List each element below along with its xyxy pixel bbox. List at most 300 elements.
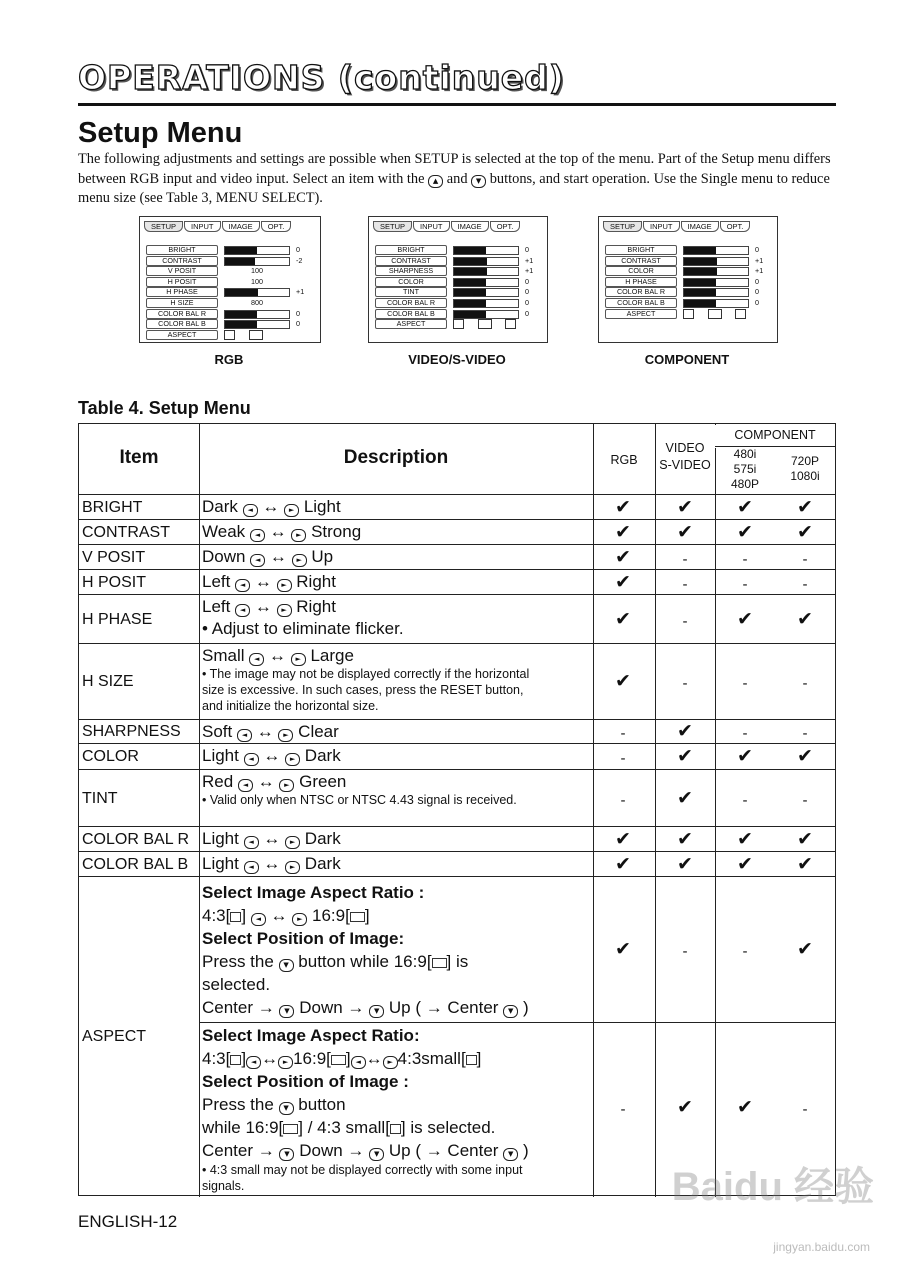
t: 16:9[ xyxy=(312,906,350,925)
osd-row-value: +1 xyxy=(755,255,764,265)
t: Center → xyxy=(202,998,275,1017)
row-divider xyxy=(79,743,835,744)
dash-mark: - xyxy=(802,792,808,809)
range-arrow: ↔ xyxy=(264,522,292,541)
osd-row-value: 0 xyxy=(525,287,529,297)
desc-range xyxy=(202,721,339,742)
osd-row-label: CONTRAST xyxy=(375,256,447,266)
range-arrow: ↔ xyxy=(251,722,279,741)
osd-row-label: COLOR BAL R xyxy=(146,309,218,319)
t: 16:9[ xyxy=(293,1049,331,1068)
range-arrow: ↔ xyxy=(258,854,286,873)
osd-tab: OPT. xyxy=(261,221,292,232)
right-button-icon: ► xyxy=(285,861,300,874)
aspect-4-3-icon xyxy=(453,319,464,329)
left-button-icon: ◄ xyxy=(243,504,258,517)
osd-level-bar xyxy=(453,310,519,319)
down-button-icon: ▼ xyxy=(279,1148,294,1161)
row-divider xyxy=(79,876,835,877)
osd-level-bar xyxy=(453,267,519,276)
check-icon: ✔ xyxy=(677,1096,693,1118)
check-icon: ✔ xyxy=(615,520,631,543)
osd-tab: INPUT xyxy=(643,221,680,232)
osd-row-label: BRIGHT xyxy=(375,245,447,255)
aspect-4-3-icon xyxy=(230,1055,241,1065)
osd-row-label: COLOR BAL B xyxy=(146,319,218,329)
table-row-description xyxy=(202,571,336,592)
row-divider xyxy=(79,643,835,644)
row-divider xyxy=(79,719,835,720)
osd-rgb-menu xyxy=(139,216,321,343)
osd-row-value: 0 xyxy=(525,308,529,318)
t: Press the xyxy=(202,1095,274,1114)
t: ] xyxy=(241,906,247,925)
check-icon: ✔ xyxy=(615,545,631,568)
down-button-icon: ▼ xyxy=(369,1005,384,1018)
osd-level-fill xyxy=(684,247,716,254)
intro-text-2: buttons, and start operation. Use the Single menu to reduce menu size (see Table 3, MENU SELECT). xyxy=(78,170,830,206)
osd-row xyxy=(375,319,540,329)
osd-row xyxy=(146,298,311,308)
osd-level-bar xyxy=(683,257,749,266)
aspect-4-3-small-icon xyxy=(466,1055,477,1065)
osd-row-label: H PHASE xyxy=(146,287,218,297)
check-icon: ✔ xyxy=(615,495,631,518)
check-icon: ✔ xyxy=(677,520,693,543)
osd-row xyxy=(605,245,770,255)
dash-mark: - xyxy=(682,944,688,960)
osd-row-label: CONTRAST xyxy=(146,256,218,266)
osd-row xyxy=(375,266,540,276)
check-icon: ✔ xyxy=(615,852,631,875)
dash-mark: - xyxy=(802,676,808,692)
osd-row xyxy=(146,330,311,340)
osd-level-bar xyxy=(683,299,749,308)
osd-level-bar xyxy=(453,288,519,297)
range-arrow: ↔ xyxy=(250,597,277,616)
aspect-4-3-icon xyxy=(224,330,235,340)
down-button-icon: ▼ xyxy=(503,1005,518,1018)
table-row-item: ASPECT xyxy=(82,1028,147,1045)
osd-row-value: 0 xyxy=(755,287,759,297)
desc-range xyxy=(202,496,341,517)
left-button-icon: ◄ xyxy=(250,529,265,542)
check-icon: ✔ xyxy=(737,607,753,630)
left-button-icon: ◄ xyxy=(235,604,250,617)
left-button-icon: ◄ xyxy=(249,653,264,666)
left-button-icon: ◄ xyxy=(244,861,259,874)
check-icon: ✔ xyxy=(797,827,813,850)
range-arrow: ↔ xyxy=(250,572,277,591)
check-icon: ✔ xyxy=(737,495,753,518)
osd-tab: OPT. xyxy=(720,221,751,232)
desc-range xyxy=(202,546,333,567)
osd-row xyxy=(375,256,540,266)
osd-level-bar xyxy=(224,246,290,255)
aspect-16-9-icon xyxy=(283,1124,298,1134)
osd-row-label: H PHASE xyxy=(605,277,677,287)
osd-tab: INPUT xyxy=(184,221,221,232)
check-icon: ✔ xyxy=(677,827,693,850)
left-button-icon: ◄ xyxy=(244,836,259,849)
t: ] is selected. xyxy=(400,1118,496,1137)
check-icon: ✔ xyxy=(737,520,753,543)
check-icon: ✔ xyxy=(737,1096,753,1118)
table-row-description xyxy=(202,853,341,874)
range-low: Soft xyxy=(202,722,233,741)
row-divider xyxy=(79,519,835,520)
row-divider xyxy=(79,769,835,770)
range-low: Dark xyxy=(202,497,238,516)
aspect-4-3-icon xyxy=(230,912,241,922)
col-header-480i: 480i xyxy=(733,447,757,461)
osd-level-fill xyxy=(225,311,257,318)
check-icon: ✔ xyxy=(615,827,631,850)
osd-row xyxy=(375,309,540,319)
t: ] xyxy=(364,906,370,925)
intro-paragraph xyxy=(78,150,838,209)
osd-row-value: 0 xyxy=(525,298,529,307)
osd-row-label: COLOR BAL B xyxy=(375,309,447,319)
table-row-description xyxy=(202,771,517,808)
table-row-item: CONTRAST xyxy=(82,523,170,541)
range-high: Clear xyxy=(298,722,339,741)
aspect-4-3-small-icon xyxy=(735,309,746,319)
osd-tab: IMAGE xyxy=(222,221,260,232)
row-divider xyxy=(79,594,835,595)
chapter-header: OPERATIONS (continued) xyxy=(78,58,565,97)
range-high: Green xyxy=(299,772,347,791)
osd-row-value: 100 xyxy=(251,276,263,286)
desc-range xyxy=(202,745,341,766)
down-button-icon: ▼ xyxy=(279,959,294,972)
osd-rgb-caption: RGB xyxy=(214,352,244,367)
osd-level-bar xyxy=(683,246,749,255)
dash-mark: - xyxy=(742,792,748,809)
osd-component-menu xyxy=(598,216,778,343)
osd-row-label: V POSIT xyxy=(146,266,218,276)
osd-level-bar xyxy=(224,310,290,319)
right-button-icon: ► xyxy=(279,779,294,792)
range-low: Down xyxy=(202,547,246,566)
col-header-720p: 720P xyxy=(790,454,820,468)
down-button-icon: ▼ xyxy=(279,1005,294,1018)
check-icon: ✔ xyxy=(677,852,693,875)
osd-level-bar xyxy=(224,257,290,266)
osd-video-caption: VIDEO/S-VIDEO xyxy=(408,352,506,367)
osd-level-fill xyxy=(684,289,716,296)
desc-note-small: size is excessive. In such cases, press the RESET button, xyxy=(202,683,524,697)
col-header-video-line1: VIDEO xyxy=(665,441,705,455)
watermark-logo: Baidu 经验 xyxy=(671,1165,874,1209)
table-row-description xyxy=(202,645,529,714)
table-row-item: H PHASE xyxy=(82,610,153,628)
range-high: Light xyxy=(303,497,341,516)
check-icon: ✔ xyxy=(797,938,813,960)
right-button-icon: ► xyxy=(285,836,300,849)
right-button-icon: ► xyxy=(285,753,300,766)
range-high: Up xyxy=(311,547,334,566)
osd-level-bar xyxy=(453,299,519,308)
dash-mark: - xyxy=(682,613,688,630)
aspect-desc-video xyxy=(202,1024,529,1194)
osd-row xyxy=(375,287,540,297)
aspect-a-l4 xyxy=(202,950,529,973)
aspect-b-l2: 4:3[ ] ◄ ↔ ► 16:9[ ] ◄ ↔ ► 4:3small[ ] xyxy=(202,1049,482,1068)
range-arrow: ↔ xyxy=(265,547,292,566)
table-row-description xyxy=(202,496,341,517)
aspect-a-l1: Select Image Aspect Ratio : xyxy=(202,883,425,902)
check-icon: ✔ xyxy=(615,607,631,630)
table-row-item: H SIZE xyxy=(82,673,134,690)
range-high: Right xyxy=(296,597,336,616)
aspect-4-3-small-icon xyxy=(390,1124,401,1134)
osd-level-bar xyxy=(683,288,749,297)
t: button while 16:9[ xyxy=(298,952,432,971)
osd-level-fill xyxy=(225,247,257,254)
t: while 16:9[ xyxy=(202,1118,284,1137)
check-icon: ✔ xyxy=(737,827,753,850)
osd-row xyxy=(146,319,311,329)
range-high: Dark xyxy=(304,854,341,873)
check-icon: ✔ xyxy=(797,607,813,630)
range-low: Light xyxy=(202,746,239,765)
desc-range xyxy=(202,828,341,849)
desc-range xyxy=(202,853,341,874)
osd-component-caption: COMPONENT xyxy=(644,352,730,367)
t: ] / 4:3 small[ xyxy=(298,1118,390,1137)
desc-range xyxy=(202,571,336,592)
left-button-icon: ◄ xyxy=(246,1056,261,1069)
t: ] xyxy=(476,1049,482,1068)
col-header-575i: 575i xyxy=(733,462,757,476)
dash-mark: - xyxy=(682,551,688,568)
osd-row-label: COLOR xyxy=(375,277,447,287)
osd-level-bar xyxy=(683,267,749,276)
right-button-icon: ► xyxy=(292,554,307,567)
section-title: Setup Menu xyxy=(78,117,243,149)
desc-range xyxy=(202,521,361,542)
check-icon: ✔ xyxy=(615,938,631,960)
aspect-16-9-icon xyxy=(708,309,722,319)
osd-row-label: ASPECT xyxy=(375,319,447,329)
right-button-icon: ► xyxy=(292,913,307,926)
osd-row xyxy=(146,287,311,297)
osd-row-value: 800 xyxy=(251,298,263,307)
osd-row-label: ASPECT xyxy=(146,330,218,340)
desc-note-small: • The image may not be displayed correctly if the horizontal xyxy=(202,667,530,681)
desc-range xyxy=(202,771,517,792)
col-header-component-hd xyxy=(775,454,835,484)
dash-mark: - xyxy=(802,726,808,742)
osd-row-value: 0 xyxy=(755,276,759,286)
table-row-description xyxy=(202,596,404,640)
osd-level-bar xyxy=(453,257,519,266)
dash-mark: - xyxy=(742,576,748,593)
left-button-icon: ◄ xyxy=(237,729,252,742)
check-icon: ✔ xyxy=(797,495,813,518)
col-header-component: COMPONENT xyxy=(734,428,816,442)
page-footer: ENGLISH-12 xyxy=(78,1212,178,1231)
osd-row-label: CONTRAST xyxy=(605,256,677,266)
col-header-480p: 480P xyxy=(730,477,760,491)
header-rule xyxy=(78,103,836,106)
t: ) xyxy=(522,1141,529,1160)
range-high: Dark xyxy=(304,746,341,765)
up-button-icon: ▲ xyxy=(428,175,443,188)
osd-level-fill xyxy=(225,289,258,296)
check-icon: ✔ xyxy=(797,852,813,875)
table-row-description xyxy=(202,521,361,542)
range-low: Left xyxy=(202,572,231,591)
aspect-16-9-icon xyxy=(432,958,447,968)
t: ] xyxy=(241,1049,247,1068)
osd-tab: IMAGE xyxy=(681,221,719,232)
table-title: Table 4. Setup Menu xyxy=(78,398,251,418)
left-button-icon: ◄ xyxy=(238,779,253,792)
osd-level-fill xyxy=(454,258,487,265)
t: button xyxy=(298,1095,346,1114)
t: Press the xyxy=(202,952,274,971)
aspect-b-l1: Select Image Aspect Ratio: xyxy=(202,1026,420,1045)
osd-row-value: +1 xyxy=(525,255,534,265)
osd-row-value: +1 xyxy=(296,287,305,297)
osd-row-value: -2 xyxy=(296,255,303,265)
osd-level-bar xyxy=(683,278,749,287)
range-arrow: ↔ xyxy=(258,829,286,848)
dash-mark: - xyxy=(802,576,808,593)
osd-row xyxy=(605,298,770,308)
table-row-item: COLOR BAL B xyxy=(82,855,189,873)
check-icon: ✔ xyxy=(615,670,631,692)
osd-row-label: ASPECT xyxy=(605,309,677,319)
range-high: Right xyxy=(296,572,336,591)
dash-mark: - xyxy=(742,676,748,692)
aspect-a-l5: selected. xyxy=(202,975,271,994)
aspect-a-l2: 4:3[ ] ◄ ↔ ► 16:9[ ] xyxy=(202,906,370,925)
range-low: Light xyxy=(202,829,239,848)
desc-note-small: and initialize the horizontal size. xyxy=(202,699,379,713)
table-row-description xyxy=(202,828,341,849)
aspect-b-l3: Select Position of Image : xyxy=(202,1072,409,1091)
check-icon: ✔ xyxy=(677,495,693,518)
range-arrow: ↔ xyxy=(264,646,291,665)
osd-level-fill xyxy=(454,311,486,318)
table-row-item: V POSIT xyxy=(82,548,146,566)
osd-row xyxy=(605,309,770,319)
osd-row-value: 0 xyxy=(755,298,759,307)
osd-row xyxy=(375,277,540,287)
osd-row-label: COLOR BAL B xyxy=(605,298,677,308)
osd-level-fill xyxy=(454,289,486,296)
check-icon: ✔ xyxy=(737,852,753,875)
osd-level-bar xyxy=(453,278,519,287)
check-icon: ✔ xyxy=(677,745,693,767)
osd-row xyxy=(375,298,540,308)
check-icon: ✔ xyxy=(615,570,631,593)
check-icon: ✔ xyxy=(797,520,813,543)
osd-tabs xyxy=(144,221,292,232)
check-icon: ✔ xyxy=(677,786,693,809)
range-high: Strong xyxy=(311,522,362,541)
setup-menu-table xyxy=(78,423,836,1196)
aspect-b-l6 xyxy=(202,1139,529,1162)
osd-row-label: H SIZE xyxy=(146,298,218,308)
osd-level-bar xyxy=(224,288,290,297)
osd-row xyxy=(605,277,770,287)
t: Up ( → Center xyxy=(388,998,499,1017)
dash-mark: - xyxy=(682,576,688,593)
dash-mark: - xyxy=(620,792,626,809)
table-row-description xyxy=(202,721,339,742)
range-arrow: ↔ xyxy=(258,746,286,765)
left-button-icon: ◄ xyxy=(235,579,250,592)
right-button-icon: ► xyxy=(277,579,292,592)
dash-mark: - xyxy=(742,944,748,960)
osd-row xyxy=(146,245,311,255)
t: ] is xyxy=(446,952,469,971)
osd-row-label: COLOR xyxy=(605,266,677,276)
left-button-icon: ◄ xyxy=(351,1056,366,1069)
osd-row xyxy=(375,245,540,255)
row-divider xyxy=(79,851,835,852)
osd-tabs xyxy=(603,221,751,232)
aspect-a-l3: Select Position of Image: xyxy=(202,929,405,948)
t: Down → xyxy=(299,1141,365,1160)
osd-level-fill xyxy=(454,279,486,286)
osd-row xyxy=(146,277,311,287)
dash-mark: - xyxy=(742,551,748,568)
table-row-item: COLOR BAL R xyxy=(82,830,189,848)
dash-mark: - xyxy=(682,676,688,692)
t: Center → xyxy=(202,1141,275,1160)
osd-row-value: 0 xyxy=(296,319,300,329)
right-button-icon: ► xyxy=(383,1056,398,1069)
osd-row-label: TINT xyxy=(375,287,447,297)
osd-tab: SETUP xyxy=(144,221,183,232)
down-button-icon: ▼ xyxy=(503,1148,518,1161)
osd-row-label: BRIGHT xyxy=(605,245,677,255)
range-low: Red xyxy=(202,772,234,791)
t: 4:3small[ xyxy=(397,1049,466,1068)
osd-level-fill xyxy=(684,258,717,265)
desc-range xyxy=(202,645,529,666)
osd-row-value: 0 xyxy=(525,276,529,286)
table-row-item: H POSIT xyxy=(82,573,147,591)
table-row-description xyxy=(202,745,341,766)
range-low: Left xyxy=(202,597,231,616)
osd-row-label: H POSIT xyxy=(146,277,218,287)
down-button-icon: ▼ xyxy=(369,1148,384,1161)
osd-level-fill xyxy=(454,247,486,254)
osd-tab: SETUP xyxy=(603,221,642,232)
col-header-1080i: 1080i xyxy=(790,469,820,483)
col-header-component-sd xyxy=(715,447,775,492)
osd-row xyxy=(146,266,311,276)
t: Down → xyxy=(299,998,365,1017)
aspect-4-3-small-icon xyxy=(505,319,516,329)
osd-row-value: +1 xyxy=(525,266,534,276)
aspect-4-3-icon xyxy=(683,309,694,319)
osd-tab: SETUP xyxy=(373,221,412,232)
dash-mark: - xyxy=(802,1102,808,1118)
down-button-icon: ▼ xyxy=(279,1102,294,1115)
t: ] xyxy=(345,1049,351,1068)
osd-tab: OPT. xyxy=(490,221,521,232)
desc-range xyxy=(202,596,404,618)
osd-row xyxy=(146,256,311,266)
osd-tabs xyxy=(373,221,521,232)
